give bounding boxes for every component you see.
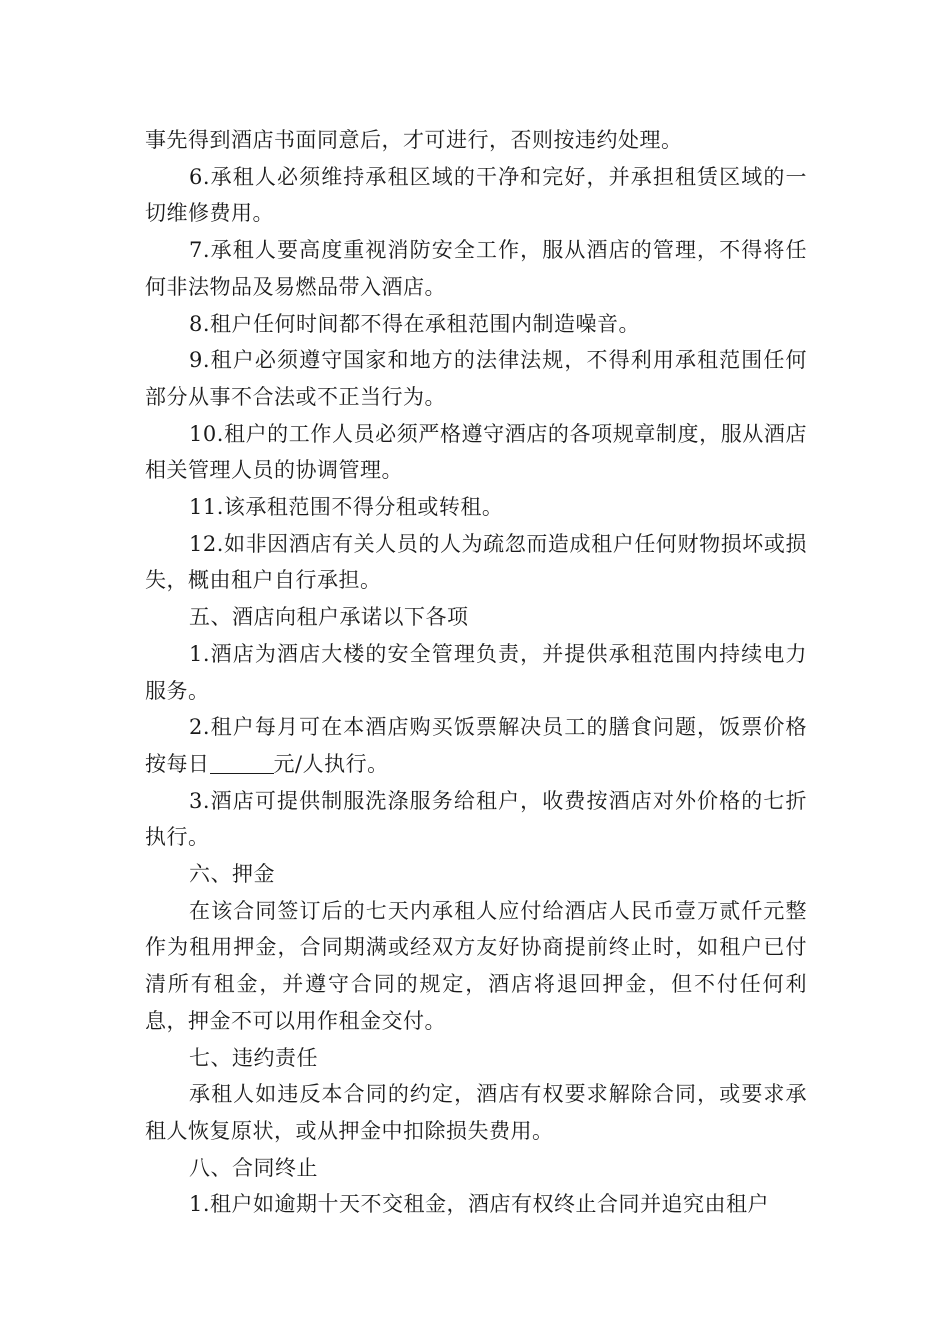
clause-text-after-blank: 元/人执行。 xyxy=(273,751,389,776)
clause-6: 6.承租人必须维持承租区域的干净和完好，并承担租赁区域的一切维修费用。 xyxy=(145,164,807,226)
section5-clause-3: 3.酒店可提供制服洗涤服务给租户，收费按酒店对外价格的七折执行。 xyxy=(145,788,807,850)
clause-11: 11.该承租范围不得分租或转租。 xyxy=(189,495,504,520)
section5-clause-2 xyxy=(145,709,807,782)
clause-10: 10.租户的工作人员必须严格遵守酒店的各项规章制度，服从酒店相关管理人员的协调管理。 xyxy=(145,421,807,483)
clause-12: 12.如非因酒店有关人员的人为疏忽而造成租户任何财物损坏或损失，概由租户自行承担。 xyxy=(145,531,807,593)
clause-9: 9.租户必须遵守国家和地方的法律法规，不得利用承租范围任何部分从事不合法或不正当行为。 xyxy=(145,348,807,409)
section-heading-7: 七、违约责任 xyxy=(189,1045,318,1070)
document-page xyxy=(145,122,807,1223)
section8-clause-1: 1.租户如逾期十天不交租金，酒店有权终止合同并追究由租户 xyxy=(189,1192,770,1217)
fill-in-blank xyxy=(210,752,274,774)
section-heading-8: 八、合同终止 xyxy=(189,1155,318,1180)
clause-text-before-blank: 2.租户每月可在本酒店购买饭票解决员工的膳食问题，饭票价格按每日 xyxy=(145,715,807,776)
clause-8: 8.租户任何时间都不得在承租范围内制造噪音。 xyxy=(189,311,641,336)
deposit-paragraph: 在该合同签订后的七天内承租人应付给酒店人民币壹万贰仟元整作为租用押金，合同期满或经双方友好协商提前终止时，如租户已付清所有租金，并遵守合同的规定，酒店将退回押金，但不付任何利息，押金不可以用作租金交付。 xyxy=(145,898,807,1033)
clause-7: 7.承租人要高度重视消防安全工作，服从酒店的管理，不得将任何非法物品及易燃品带入酒店。 xyxy=(145,238,807,299)
section-heading-6: 六、押金 xyxy=(189,862,275,887)
paragraph-continuation: 事先得到酒店书面同意后，才可进行，否则按违约处理。 xyxy=(145,128,683,152)
section-heading-5: 五、酒店向租户承诺以下各项 xyxy=(189,605,469,630)
breach-paragraph: 承租人如违反本合同的约定，酒店有权要求解除合同，或要求承租人恢复原状，或从押金中扣除损失费用。 xyxy=(145,1082,807,1143)
section5-clause-1: 1.酒店为酒店大楼的安全管理负责，并提供承租范围内持续电力服务。 xyxy=(145,641,807,703)
